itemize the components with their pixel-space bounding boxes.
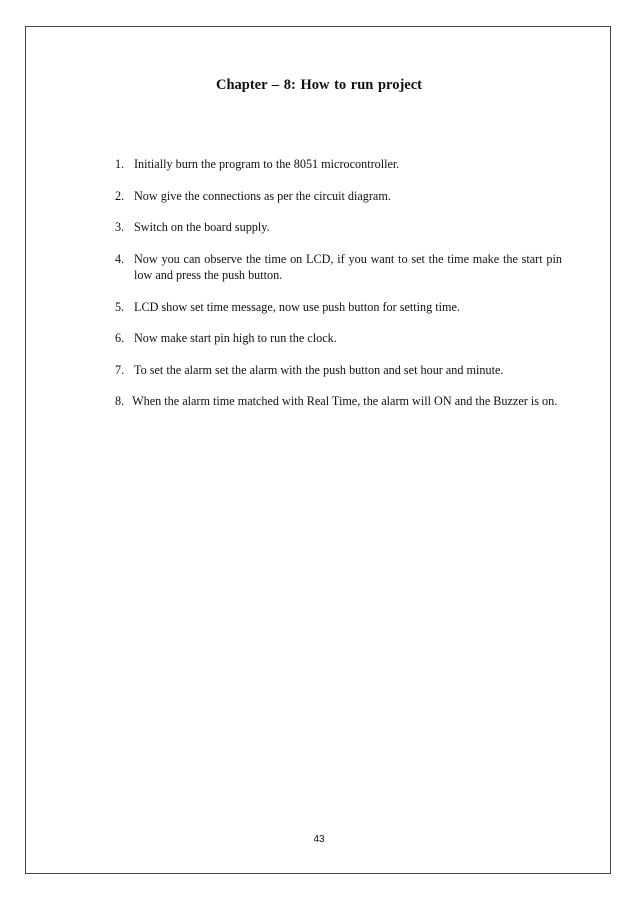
- steps-list: [115, 156, 562, 425]
- step-item: [115, 362, 562, 379]
- step-text: LCD show set time message, now use push button for setting time.: [134, 299, 460, 314]
- step-text: When the alarm time matched with Real Time, the alarm will ON and the Buzzer is on.: [132, 394, 558, 408]
- step-text: To set the alarm set the alarm with the push button and set hour and minute.: [134, 362, 504, 377]
- step-item: [115, 219, 562, 236]
- step-item: [115, 330, 562, 347]
- step-item: [115, 299, 562, 316]
- step-number: 4.: [115, 251, 125, 266]
- step-text: Now make start pin high to run the clock.: [134, 331, 337, 345]
- step-number: 6.: [115, 331, 125, 345]
- step-number: 8.: [115, 394, 125, 408]
- step-number: 1.: [115, 157, 125, 171]
- step-item: [115, 156, 562, 173]
- step-number: 3.: [115, 220, 125, 234]
- step-number: 5.: [115, 299, 125, 314]
- chapter-title: Chapter – 8: How to run project: [215, 77, 423, 93]
- step-item: [115, 393, 562, 410]
- step-text: Switch on the board supply.: [134, 220, 270, 234]
- step-text: Now give the connections as per the circuit diagram.: [134, 188, 391, 203]
- step-text: Initially burn the program to the 8051 microcontroller.: [134, 157, 400, 171]
- step-item: [115, 188, 562, 205]
- step-number: 7.: [115, 362, 125, 377]
- step-text: Now you can observe the time on LCD, if you want to set the time make the start pin low and press the push button.: [134, 251, 562, 282]
- step-item: [115, 251, 562, 284]
- page-border: [25, 26, 611, 874]
- step-number: 2.: [115, 188, 125, 203]
- page-number: 43: [313, 834, 325, 845]
